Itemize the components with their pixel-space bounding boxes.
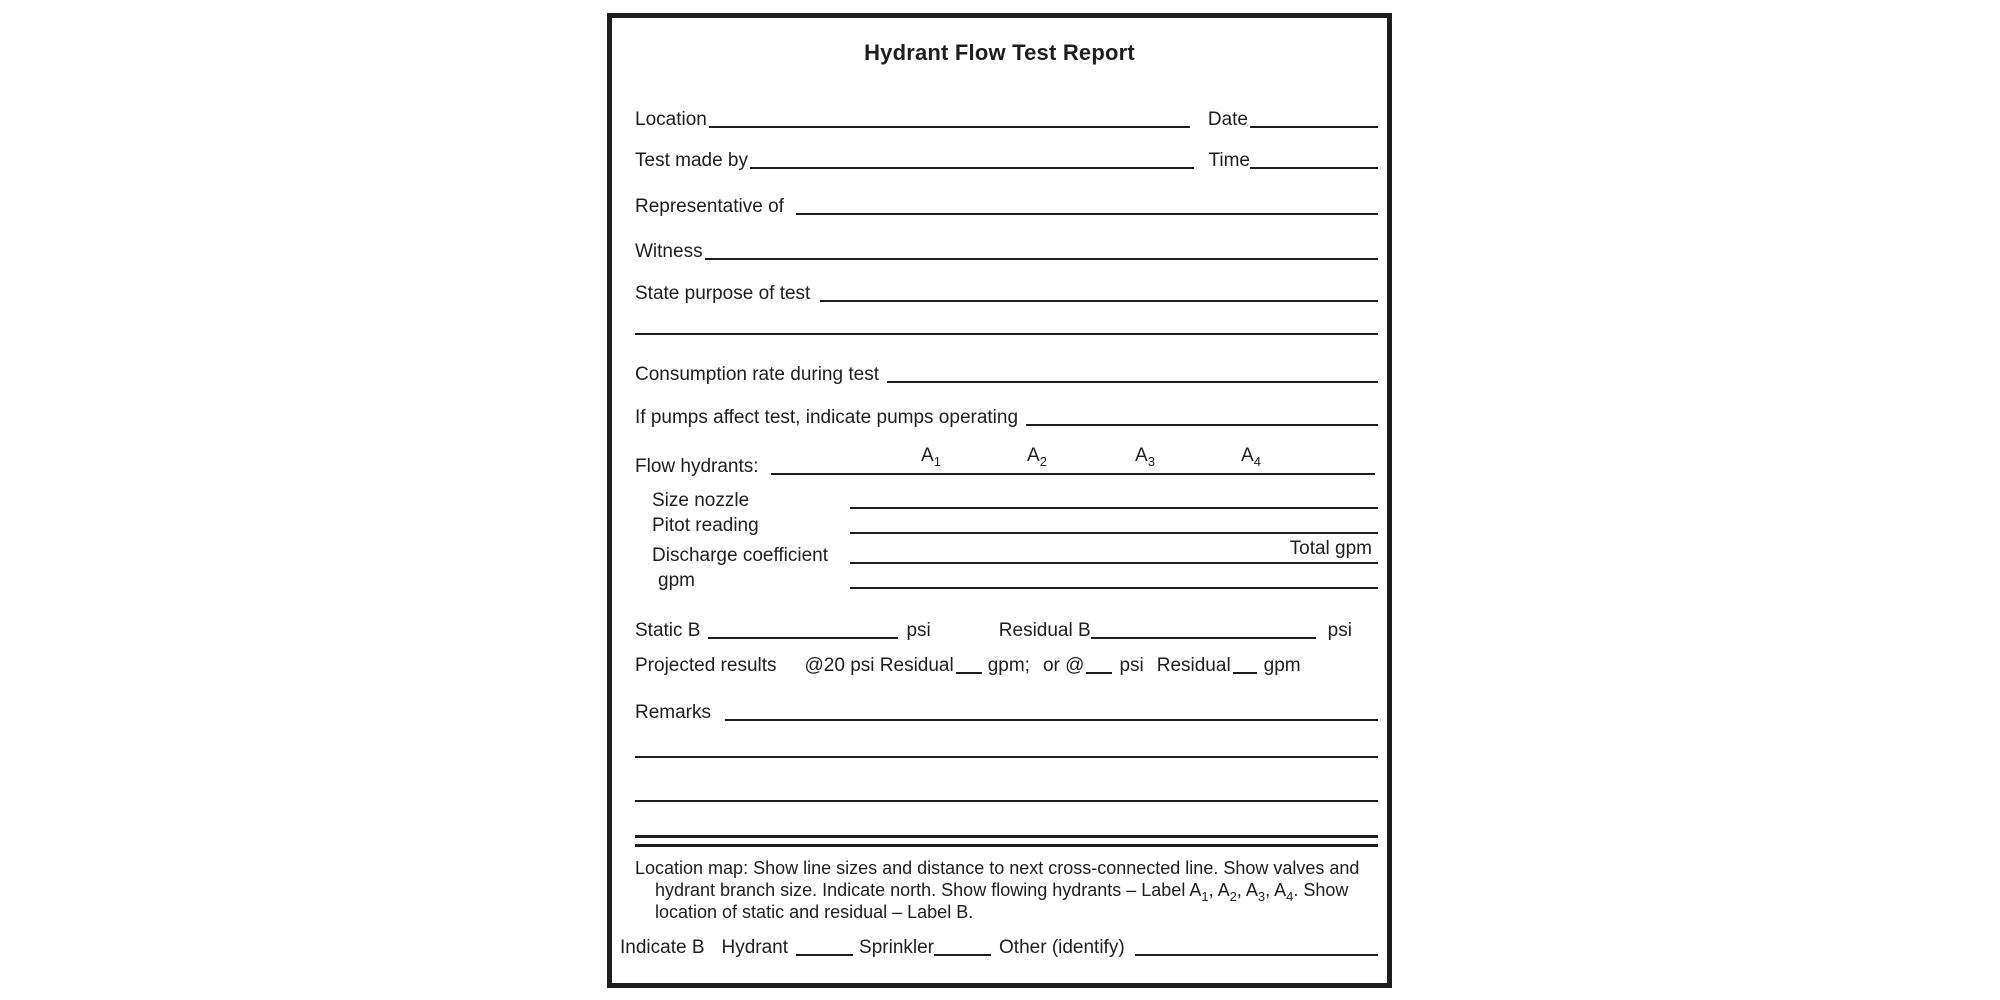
gpm-row-label: gpm (658, 570, 695, 591)
projected-gpm-line-2[interactable] (1233, 672, 1257, 674)
note-line2-sub4: 4 (1286, 889, 1294, 904)
col-header-a1-sub: 1 (933, 454, 941, 469)
date-field-line[interactable] (1250, 126, 1378, 128)
sprinkler-check-line[interactable] (934, 954, 991, 956)
double-rule-top (635, 835, 1378, 838)
residual-b-field-line[interactable] (1091, 637, 1316, 639)
pitot-reading-label: Pitot reading (652, 515, 759, 536)
pumps-operating-field-line[interactable] (1026, 424, 1378, 426)
discharge-coefficient-label: Discharge coefficient (652, 545, 829, 566)
location-date-row (635, 108, 1378, 131)
sprinkler-label: Sprinkler (859, 937, 935, 958)
flow-hydrants-label: Flow hydrants: (635, 456, 759, 477)
remarks-field-line[interactable] (725, 719, 1378, 721)
location-label: Location (635, 109, 707, 130)
or-at-label: or @ (1042, 655, 1085, 676)
note-line-2 (655, 879, 1380, 904)
size-nozzle-field-line[interactable] (850, 507, 1378, 509)
projected-residual-label: Residual (1156, 655, 1231, 676)
gpm-semi-label: gpm; (987, 655, 1030, 676)
remarks-extra-line-1[interactable] (635, 756, 1378, 758)
total-gpm-label: Total gpm (1289, 538, 1372, 559)
note-line2-seg0: hydrant branch size. Indicate north. Show flowing hydrants – Label A (655, 880, 1202, 900)
hydrant-check-line[interactable] (796, 954, 853, 956)
static-residual-row (635, 619, 1378, 642)
col-header-a1-base: A (921, 445, 934, 466)
note-line2-seg2: , A (1208, 880, 1230, 900)
state-purpose-continuation-line[interactable] (635, 333, 1378, 335)
test-made-by-time-row (635, 149, 1378, 172)
discharge-coefficient-row (652, 544, 1378, 567)
flow-hydrants-row (635, 455, 1375, 478)
size-nozzle-row (652, 489, 1378, 512)
note-line-3: location of static and residual – Label B. (655, 902, 974, 922)
note-line2-sub3: 3 (1257, 889, 1266, 904)
col-header-a4-sub: 4 (1253, 454, 1261, 469)
col-header-a3-sub: 3 (1147, 454, 1155, 469)
gpm-field-line[interactable] (850, 587, 1378, 589)
date-label: Date (1207, 109, 1248, 130)
gpm-row (658, 569, 1378, 592)
consumption-rate-row (635, 363, 1378, 386)
state-purpose-row (635, 282, 1378, 305)
discharge-coefficient-field-line[interactable] (850, 562, 1378, 564)
double-rule-bottom (635, 844, 1378, 847)
test-made-by-field-line[interactable] (750, 167, 1194, 169)
note-line2-sub2: 2 (1229, 889, 1237, 904)
representative-of-field-line[interactable] (796, 213, 1378, 215)
pitot-reading-row (652, 514, 1378, 537)
witness-row (635, 240, 1378, 263)
time-field-line[interactable] (1250, 167, 1378, 169)
static-b-label: Static B (635, 620, 701, 641)
note-line-1: Location map: Show line sizes and distance to next cross-connected line. Show valves and (635, 858, 1360, 878)
remarks-extra-line-2[interactable] (635, 800, 1378, 802)
pumps-operating-row (635, 406, 1378, 429)
residual-psi-label: psi (1327, 620, 1352, 641)
projected-results-row (635, 654, 1378, 677)
note-line2-sub1: 1 (1201, 889, 1209, 904)
note-line2-seg8: . Show (1293, 880, 1349, 900)
representative-of-label: Representative of (635, 196, 784, 217)
consumption-rate-label: Consumption rate during test (635, 364, 879, 385)
hydrant-label: Hydrant (721, 937, 789, 958)
at20-psi-residual-label: @20 psi Residual (804, 655, 954, 676)
col-header-a3-base: A (1135, 445, 1148, 466)
indicate-b-label: Indicate B (620, 937, 705, 958)
pitot-reading-field-line[interactable] (850, 532, 1378, 534)
col-header-a2-sub: 2 (1039, 454, 1047, 469)
residual-b-label: Residual B (998, 620, 1091, 641)
flow-hydrants-field-line[interactable] (771, 473, 1375, 475)
projected-gpm-label: gpm (1263, 655, 1301, 676)
note-line2-seg6: , A (1265, 880, 1287, 900)
state-purpose-label: State purpose of test (635, 283, 811, 304)
static-psi-label: psi (906, 620, 931, 641)
projected-psi-line[interactable] (1086, 672, 1112, 674)
other-identify-line[interactable] (1135, 954, 1378, 956)
pumps-operating-label: If pumps affect test, indicate pumps operating (635, 407, 1019, 428)
static-b-field-line[interactable] (708, 637, 898, 639)
test-made-by-label: Test made by (635, 150, 748, 171)
other-identify-label: Other (identify) (999, 937, 1125, 958)
size-nozzle-label: Size nozzle (652, 490, 750, 511)
indicate-b-row (620, 936, 1378, 959)
consumption-rate-field-line[interactable] (887, 381, 1378, 383)
representative-of-row (635, 195, 1378, 218)
projected-psi-label: psi (1119, 655, 1144, 676)
remarks-row (635, 701, 1378, 724)
location-field-line[interactable] (709, 126, 1190, 128)
projected-gpm-line-1[interactable] (956, 672, 982, 674)
col-header-a2-base: A (1027, 445, 1040, 466)
col-header-a4-base: A (1241, 445, 1254, 466)
witness-field-line[interactable] (705, 258, 1378, 260)
form-title: Hydrant Flow Test Report (864, 40, 1135, 65)
time-label: Time (1208, 150, 1250, 171)
witness-label: Witness (635, 241, 703, 262)
note-line2-seg4: , A (1236, 880, 1258, 900)
state-purpose-field-line[interactable] (820, 300, 1378, 302)
projected-results-label: Projected results (635, 655, 777, 676)
remarks-label: Remarks (635, 702, 712, 723)
